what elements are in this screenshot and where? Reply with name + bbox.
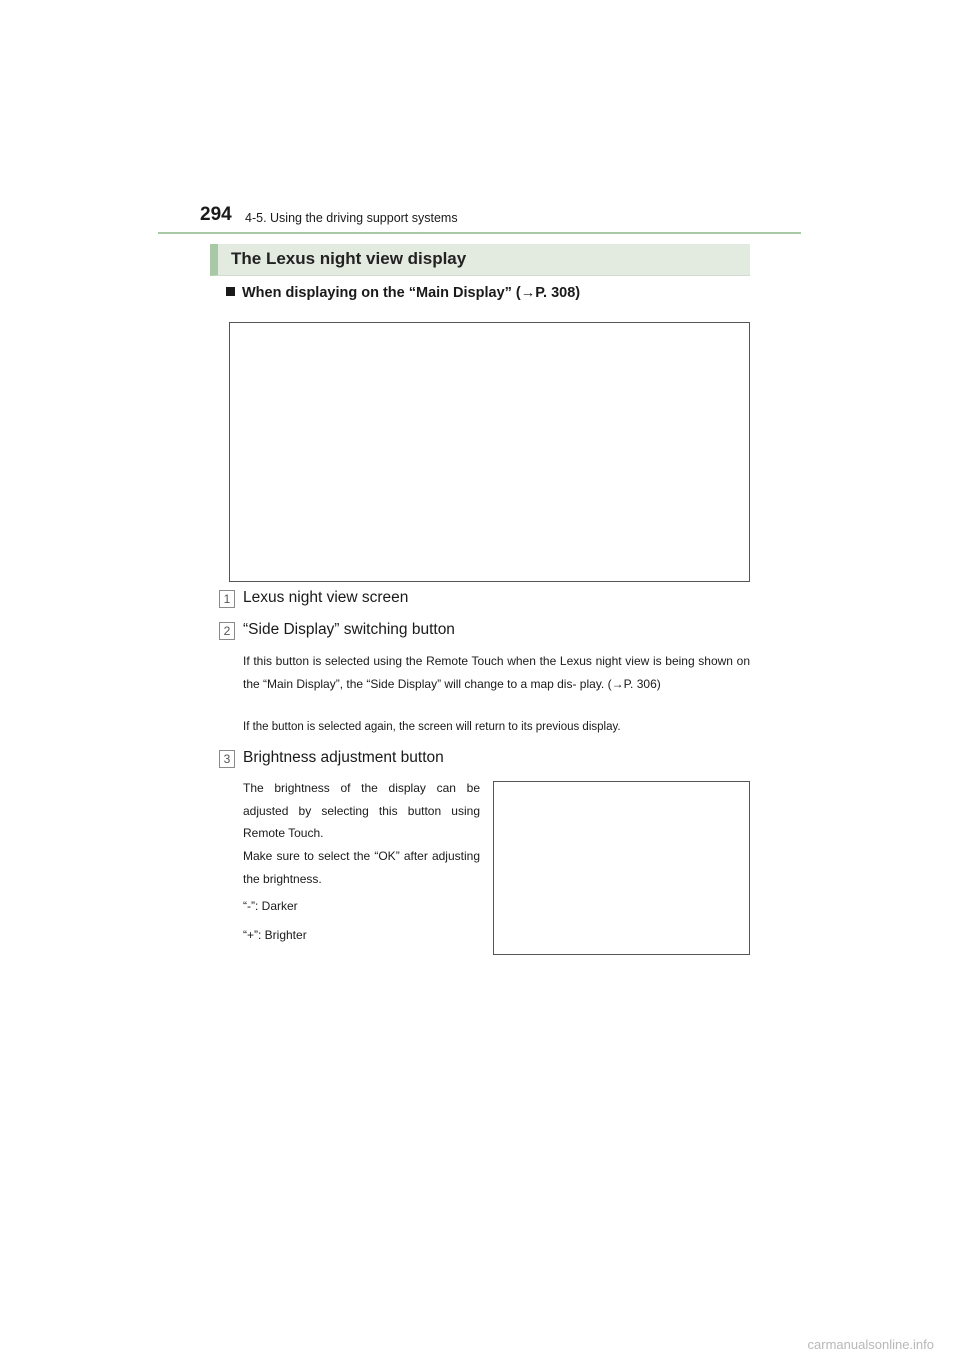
page-number: 294 xyxy=(200,204,232,225)
header-divider xyxy=(158,232,801,234)
subheading xyxy=(226,285,580,301)
section-header: 4-5. Using the driving support systems xyxy=(245,211,458,225)
item-number-1: 1 xyxy=(219,590,235,608)
item2-description: If this button is selected using the Remote Touch when the Lexus night view is being shown on the “Main Display”, the “Side Display” will change to a map dis- play. (→P. 306) xyxy=(243,654,750,691)
legend-brighter: “+”: Brighter xyxy=(243,928,307,942)
item2-note: If the button is selected again, the screen will return to its previous display. xyxy=(243,721,621,733)
item-label-3: Brightness adjustment button xyxy=(243,749,444,766)
square-bullet-icon xyxy=(226,287,235,296)
item3-description: The brightness of the display can be adjusted by selecting this button using Remote Touch. xyxy=(243,781,480,840)
legend-darker: “-”: Darker xyxy=(243,899,298,913)
watermark: carmanualsonline.info xyxy=(807,1337,934,1352)
section-title-bar xyxy=(210,244,750,276)
brightness-figure xyxy=(493,781,750,955)
item-label-1: Lexus night view screen xyxy=(243,589,409,606)
main-display-figure xyxy=(229,322,750,582)
item-number-3: 3 xyxy=(219,750,235,768)
subheading-text: When displaying on the “Main Display” (→P. 308) xyxy=(242,285,581,301)
item-number-2: 2 xyxy=(219,622,235,640)
section-title: The Lexus night view display xyxy=(231,249,467,268)
item3-instruction: Make sure to select the “OK” after adjusting the brightness. xyxy=(243,849,480,886)
item-label-2: “Side Display” switching button xyxy=(243,621,455,638)
